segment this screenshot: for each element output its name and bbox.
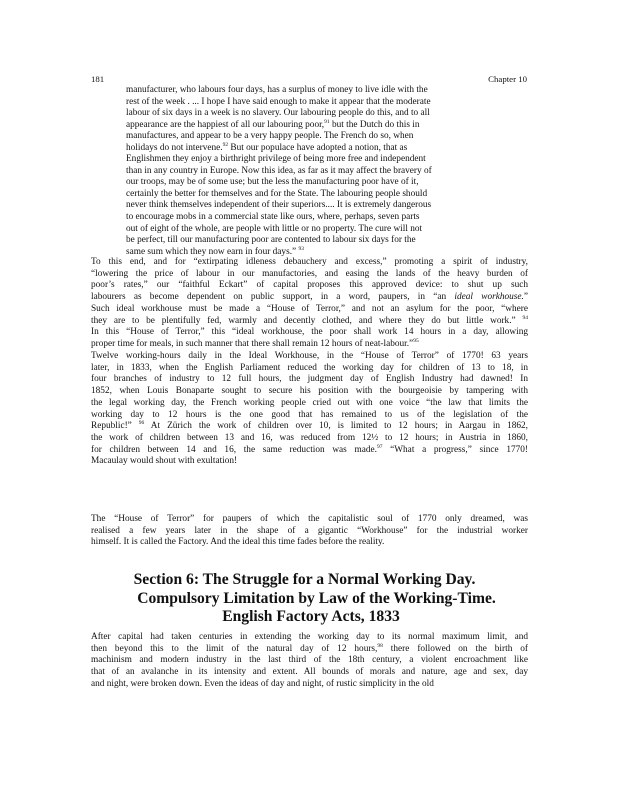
text-line: In this “House of Terror,” this “ideal workhouse, the poor shall work 14 hours in a day, allowing — [91, 327, 528, 338]
section-heading-line-2: Compulsory Limitation by Law of the Working-Time. — [137, 589, 496, 607]
text-line: and night, were broken down. Even the ideas of day and night, of rustic simplicity in the old — [91, 678, 434, 689]
text-line: poor’s rates,” our “faithful Eckart” of capital proposes this approved device: to shut up such — [91, 280, 528, 291]
text-line: manufacturer, who labours four days, has a surplus of money to live idle with the — [126, 85, 428, 95]
text-line: holidays do not intervene.$^{92}$ But our populace have adopted a notion, that as — [126, 141, 408, 153]
footnote-ref: 95 — [413, 337, 419, 344]
footnote-ref: 94 — [522, 314, 528, 321]
page-number: 181 — [91, 74, 105, 84]
text-line: Republic!” $^{96}$ At Zürich the work of children over 10, is limited to 12 hours; in Aargau in 1862, — [91, 420, 528, 432]
text-line: four branches of industry to 12 full hours, the judgment day of English Industry had dawned! In — [91, 374, 528, 385]
text-line: To this end, and for “extirpating idleness debauchery and excess,” promoting a spirit of industry, — [91, 257, 528, 267]
text-line: labourers as become dependent on public support, in a word, paupers, in “an ideal workhouse.” — [91, 292, 528, 303]
text-line: to encourage mobs in a commercial state like ours, where, perhaps, seven parts — [126, 212, 420, 223]
text-line: The “House of Terror” for paupers of which the capitalistic soul of 1770 only dreamed, was — [91, 514, 528, 524]
text-line: manufactures, and appear to be a very happy people. The French do so, when — [126, 131, 414, 142]
footnote-ref: 96 — [138, 420, 145, 427]
text-line: the legal working day, the French working people cried out with one voice “the law that limits the — [91, 397, 528, 408]
text-line: be perfect, till our manufacturing poor are contented to labour six days for the — [126, 235, 416, 246]
text-line: machinism and modern industry in the last third of the 18th century, a violent encroachment like — [91, 655, 528, 666]
paragraph-encroachment — [91, 632, 528, 691]
section-heading-line-3: English Factory Acts, 1833 — [222, 608, 400, 626]
text-line: they are to be plentifully fed, warmly and decently clothed, and where they do but little work.” $^{94}$ — [91, 314, 528, 326]
text-line: never think themselves independent of their superiors.... It is extremely dangerous — [126, 200, 432, 211]
text-line: the work of children between 13 and 16, was reduced from 12½ to 12 hours; in Austria in 1860, — [91, 432, 528, 443]
chapter-label: Chapter 10 — [488, 74, 527, 84]
section-heading-line-1: Section 6: The Struggle for a Normal Working Day. — [133, 571, 476, 588]
footnote-ref: 92 — [222, 141, 229, 148]
footnote-ref: 93 — [298, 245, 304, 252]
text-line: proper time for meals, in such manner that there shall remain 12 hours of neat-labour.”$^{95}$ — [91, 337, 419, 349]
text-line: later, in 1833, when the English Parliament reduced the working day for children of 13 to 18, in — [91, 362, 528, 373]
block-quote — [126, 85, 484, 258]
text-line: realised a few years later in the shape of a gigantic “Workhouse” for the industrial worker — [91, 525, 528, 536]
text-line: appearance are the happiest of all our labouring poor,$^{91}$ but the Dutch do this in — [126, 118, 420, 130]
paragraph-twelve-hours — [91, 351, 528, 468]
text-line: our troops, may be of some use; but the less the manufacturing poor have of it, — [126, 177, 419, 188]
text-line: After capital had taken centuries in extending the working day to its normal maximum limit, and — [91, 632, 528, 642]
text-line: rest of the week . ... I hope I have said enough to make it appear that the moderate — [126, 96, 431, 107]
text-line: labour of six days in a week is no slavery. Our labouring people do this, and to all — [126, 108, 430, 119]
text-line: Macaulay would shout with exultation! — [91, 456, 238, 467]
text-line: certainly the better for themselves and for the State. The labouring people should — [126, 188, 428, 199]
footnote-ref: 91 — [324, 118, 330, 125]
text-line: that of an avalanche in its intensity and extent. All bounds of morals and nature, age and sex, day — [91, 667, 528, 678]
text-line: out of eight of the whole, are people with little or no property. The cure will not — [126, 223, 423, 234]
footnote-ref: 98 — [377, 642, 383, 649]
footnote-ref: 97 — [376, 443, 383, 450]
text-line: same sum which they now earn in four days.” $^{93}$ — [126, 245, 304, 257]
text-line: for children between 14 and 16, the same reduction was made.$^{97}$ “What a progress,” since 1770! — [91, 443, 529, 455]
section-heading — [91, 571, 528, 627]
text-line: than in any country in Europe. Now this idea, as far as it may affect the bravery of — [126, 165, 432, 176]
paragraph-factory — [91, 514, 528, 549]
text-line: “lowering the price of labour in our manufactories, and easing the lands of the heavy burden of — [91, 268, 528, 279]
text-line: Twelve working-hours daily in the Ideal Workhouse, in the “House of Terror” of 1770! 63 years — [91, 351, 528, 361]
text-line: Such ideal workhouse must be made a “House of Terror,” and not an asylum for the poor, “where — [91, 303, 528, 314]
paragraph-ideal-workhouse — [91, 257, 528, 351]
text-line: working day to 12 hours is the one good that has remained to us of the legislation of the — [91, 409, 528, 420]
text-line: 1852, when Louis Bonaparte sought to secure his position with the bourgeoisie by tampering with — [91, 386, 528, 397]
text-line: then beyond this to the limit of the natural day of 12 hours,$^{98}$ there followed on the birth of — [91, 642, 529, 654]
text-line: himself. It is called the Factory. And the ideal this time fades before the reality. — [91, 537, 385, 548]
text-line: Englishmen they enjoy a birthright privilege of being more free and independent — [126, 154, 426, 165]
